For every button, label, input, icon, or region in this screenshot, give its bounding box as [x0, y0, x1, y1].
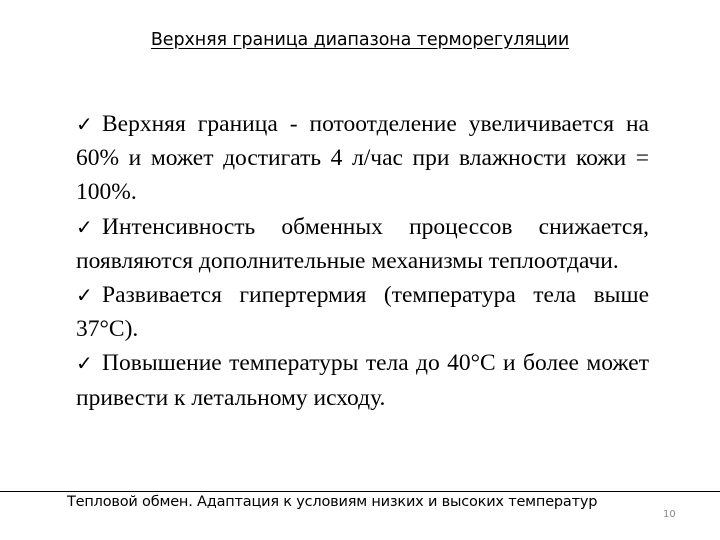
bullet-item [76, 278, 649, 346]
checkmark-icon: ✓ [76, 214, 93, 239]
bullet-text: Повышение температуры тела до 40°С и более может привести к летальному исходу. [76, 350, 649, 411]
checkmark-icon: ✓ [76, 112, 93, 136]
bullet-item [76, 107, 649, 210]
bullet-item [76, 210, 649, 278]
page-number: 10 [663, 509, 676, 520]
bullet-item [76, 346, 649, 414]
slide-title: Верхняя граница диапазона терморегуляции [150, 30, 570, 50]
checkmark-icon: ✓ [76, 283, 93, 308]
checkmark-icon: ✓ [76, 351, 93, 376]
bullet-text: Верхняя граница - потоотделение увеличивается на 60% и может достигать 4 л/час при влажности кожи = 100%. [76, 111, 649, 206]
bullet-text: Развивается гипертермия (температура тела выше 37°С). [76, 282, 649, 343]
bullet-list [76, 107, 649, 415]
footer-caption: Тепловой обмен. Адаптация к условиям низких и высоких температур [67, 494, 598, 510]
bullet-text: Интенсивность обменных процессов снижается, появляются дополнительные механизмы теплоотдачи. [76, 213, 649, 274]
footer-divider [0, 491, 720, 492]
